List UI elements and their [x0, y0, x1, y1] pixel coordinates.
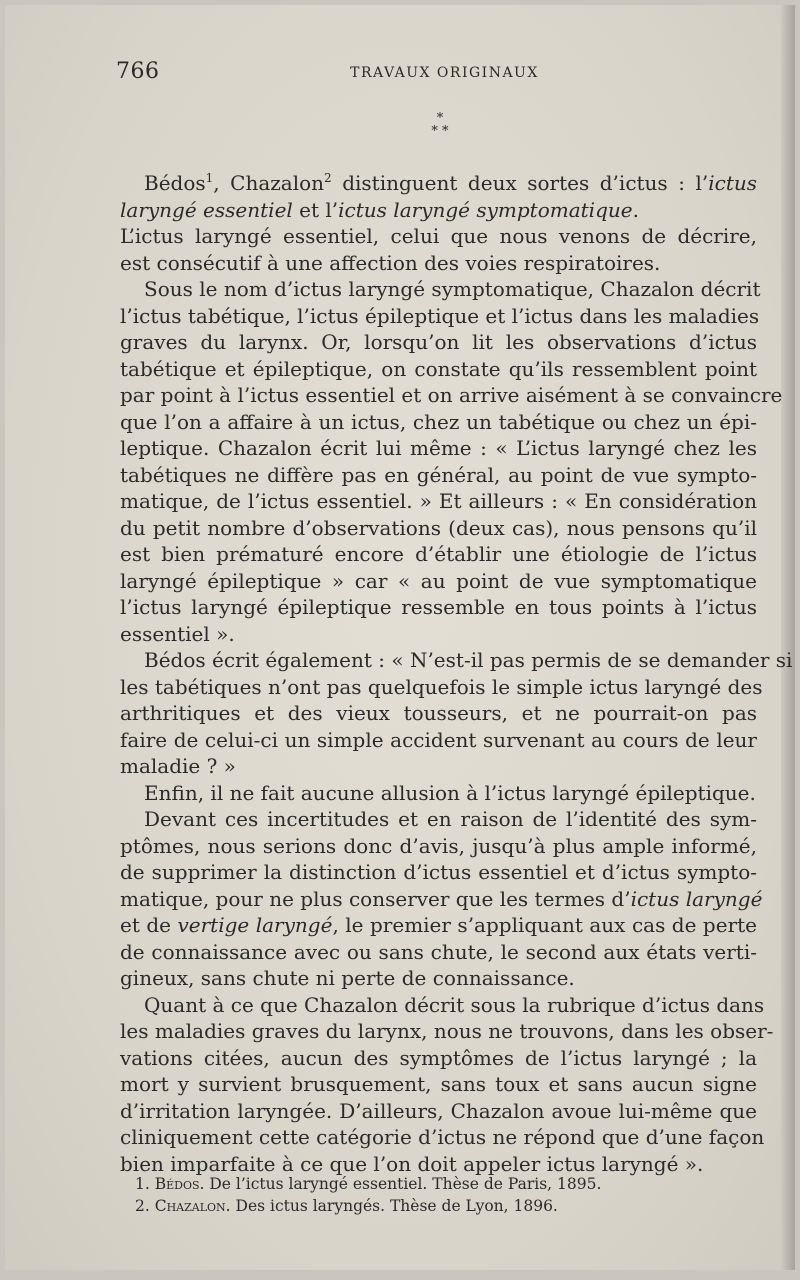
text-line	[120, 886, 763, 913]
footnote-marker: 2	[324, 171, 332, 185]
text-line	[120, 1071, 757, 1098]
text-line	[120, 1045, 757, 1072]
text-run: mort y survient brusquement, sans toux et sans aucun signe	[120, 1072, 757, 1096]
footnote	[135, 1195, 695, 1217]
footnote-author: Chazalon	[154, 1197, 226, 1215]
text-line	[120, 992, 765, 1019]
text-line	[120, 806, 757, 833]
text-line	[120, 727, 757, 754]
text-run: et l’	[292, 197, 339, 222]
asterism-separator	[5, 112, 795, 138]
book-page	[5, 5, 795, 1270]
text-line	[120, 409, 757, 436]
text-run: Sous le nom d’ictus laryngé symptomatique, Chazalon décrit	[144, 277, 761, 301]
text-run: les tabétiques n’ont pas quelquefois le simple ictus laryngé des	[120, 674, 763, 699]
footnotes	[135, 1173, 695, 1217]
text-run: Bédos	[144, 171, 206, 195]
text-run: , le premier s’appliquant aux cas de perte	[332, 913, 758, 937]
text-run: faire de celui-ci un simple accident survenant au cours de leur	[120, 727, 757, 752]
text-run: vations citées, aucun des symptômes de l’ictus laryngé ; la	[120, 1045, 757, 1070]
text-run: de supprimer la distinction d’ictus essentiel et d’ictus sympto-	[120, 860, 757, 884]
italic-text: laryngé essentiel	[120, 197, 293, 222]
text-line	[120, 859, 757, 886]
italic-text: ictus	[708, 171, 757, 195]
footnote-number: 2.	[135, 1197, 155, 1215]
text-line	[120, 462, 757, 489]
text-run: tabétique et épileptique, on constate qu’ils ressemblent point	[120, 356, 757, 381]
text-line	[120, 780, 757, 807]
text-line	[120, 435, 757, 462]
text-run: , Chazalon	[213, 171, 325, 195]
text-line	[120, 303, 760, 330]
text-line	[120, 515, 757, 542]
italic-text: ictus laryngé symptomatique	[338, 197, 633, 222]
text-line	[120, 1124, 765, 1151]
text-run: les maladies graves du larynx, nous ne trouvons, dans les obser-	[120, 1019, 774, 1043]
text-run: maladie ? »	[120, 754, 236, 778]
text-run: gineux, sans chute ni perte de connaissance.	[120, 966, 575, 990]
text-run: matique, de l’ictus essentiel. » Et ailleurs : « En considération	[120, 489, 757, 513]
text-run: Quant à ce que Chazalon décrit sous la rubrique d’ictus dans	[144, 992, 765, 1017]
text-run: essentiel ».	[120, 621, 235, 646]
body-text	[120, 165, 793, 1177]
text-line	[120, 833, 757, 860]
footnote-marker: 1	[205, 171, 214, 185]
asterism-top: *	[436, 111, 444, 126]
text-run: bien imparfaite à ce que l’on doit appeler ictus laryngé ».	[120, 1151, 704, 1176]
page-header	[116, 59, 733, 89]
text-line	[120, 197, 757, 224]
text-run: Bédos écrit également : « N’est-il pas permis de se demander si	[144, 648, 793, 672]
italic-text: vertige laryngé	[177, 913, 333, 937]
text-run: Enfin, il ne fait aucune allusion à l’ictus laryngé épileptique.	[144, 780, 756, 805]
footnote-text: . Des ictus laryngés. Thèse de Lyon, 1896.	[225, 1197, 558, 1215]
footnote	[135, 1173, 695, 1195]
text-run: que l’on a affaire à un ictus, chez un tabétique ou chez un épi-	[120, 409, 757, 434]
footnote-text: . De l’ictus laryngé essentiel. Thèse de Paris, 1895.	[199, 1175, 602, 1193]
page-number: 766	[116, 59, 160, 84]
page-spine-shadow	[781, 5, 795, 1270]
text-line	[120, 912, 757, 939]
running-head: TRAVAUX ORIGINAUX	[350, 65, 539, 81]
text-run: est consécutif à une affection des voies respiratoires.	[120, 250, 661, 275]
text-run: l’ictus tabétique, l’ictus épileptique et l’ictus dans les maladies	[120, 303, 760, 328]
text-line	[120, 700, 757, 727]
text-line	[120, 488, 757, 515]
text-run: cliniquement cette catégorie d’ictus ne répond que d’une façon	[120, 1125, 765, 1149]
text-run: de connaissance avec ou sans chute, le second aux états verti-	[120, 939, 757, 964]
text-run: d’irritation laryngée. D’ailleurs, Chazalon avoue lui-même que	[120, 1098, 757, 1123]
text-run: tabétiques ne diffère pas en général, au point de vue sympto-	[120, 462, 757, 487]
text-line	[120, 223, 757, 250]
text-line	[120, 1018, 774, 1045]
text-line	[120, 356, 757, 383]
text-run: L’ictus laryngé essentiel, celui que nous venons de décrire,	[120, 224, 757, 248]
text-run: du petit nombre d’observations (deux cas), nous pensons qu’il	[120, 515, 757, 540]
text-run: est bien prématuré encore d’établir une étiologie de l’ictus	[120, 542, 757, 566]
text-line	[120, 674, 763, 701]
italic-text: ictus laryngé	[630, 886, 763, 911]
text-run: ptômes, nous serions donc d’avis, jusqu’à plus ample informé,	[120, 833, 757, 858]
text-line	[120, 541, 757, 568]
text-line	[120, 753, 757, 780]
text-run: .	[632, 197, 639, 222]
text-run: laryngé épileptique » car « au point de vue symptomatique	[120, 568, 757, 593]
text-run: par point à l’ictus essentiel et on arrive aisément à se convaincre	[120, 383, 783, 407]
text-line	[120, 276, 761, 303]
text-run: Devant ces incertitudes et en raison de l’identité des sym-	[144, 807, 757, 831]
text-line	[120, 939, 757, 966]
text-run: arthritiques et des vieux tousseurs, et ne pourrait-on pas	[120, 701, 757, 725]
text-run: graves du larynx. Or, lorsqu’on lit les observations d’ictus	[120, 330, 757, 354]
footnote-author: Bédos	[154, 1175, 200, 1193]
text-run: l’ictus laryngé épileptique ressemble en tous points à l’ictus	[120, 595, 757, 619]
text-run: et de	[120, 913, 178, 937]
text-line	[120, 165, 757, 197]
text-line	[120, 250, 757, 277]
text-run: leptique. Chazalon écrit lui même : « L’ictus laryngé chez les	[120, 436, 757, 460]
asterism-bottom: * *	[431, 124, 449, 139]
text-line	[120, 647, 793, 674]
footnote-number: 1.	[135, 1175, 155, 1193]
text-line	[120, 329, 757, 356]
text-run: matique, pour ne plus conserver que les termes d’	[120, 886, 631, 911]
text-line	[120, 568, 757, 595]
text-line	[120, 594, 757, 621]
text-line	[120, 1098, 757, 1125]
text-run: distinguent deux sortes d’ictus : l’	[331, 171, 709, 195]
text-line	[120, 965, 757, 992]
text-line	[120, 621, 757, 648]
text-line	[120, 382, 783, 409]
